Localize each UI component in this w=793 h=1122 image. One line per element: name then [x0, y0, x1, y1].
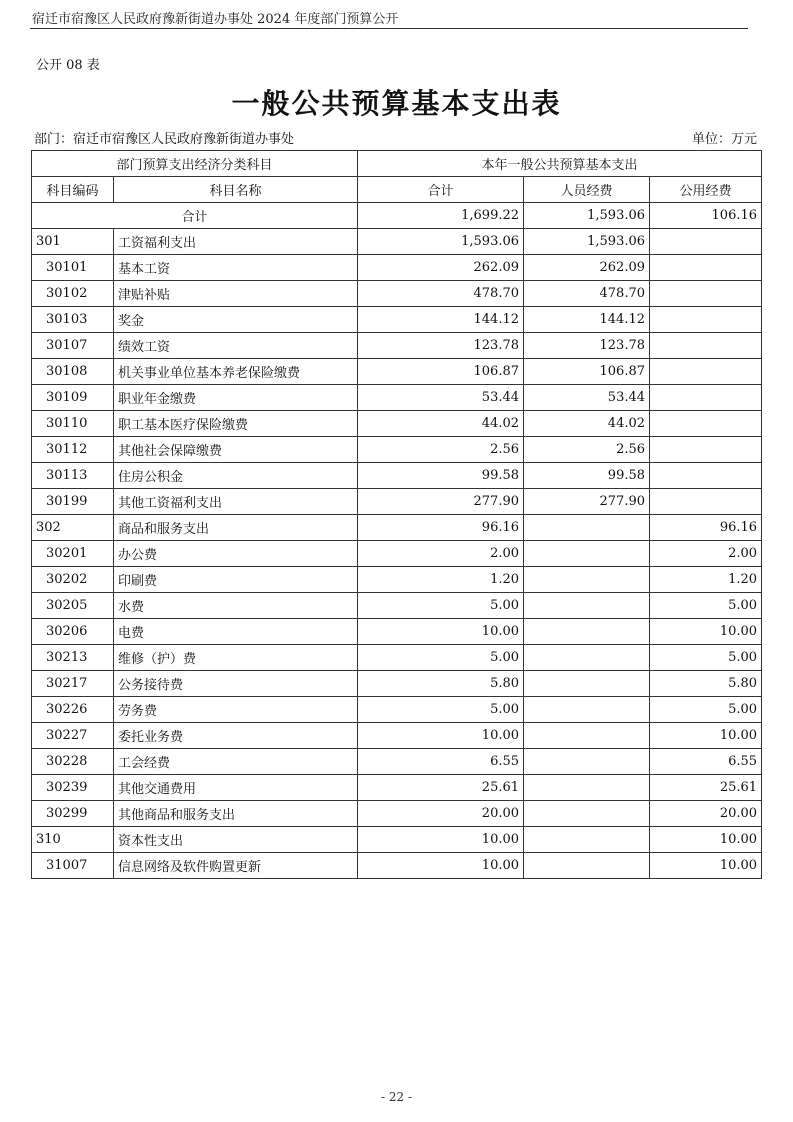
table-row	[32, 827, 762, 853]
row-code: 30102	[32, 281, 114, 307]
row-personnel: 106.87	[524, 359, 650, 385]
row-personnel: 99.58	[524, 463, 650, 489]
row-personnel	[524, 827, 650, 853]
row-code: 30217	[32, 671, 114, 697]
page-title: 一般公共预算基本支出表	[231, 87, 562, 120]
row-code: 30113	[32, 463, 114, 489]
header-row-columns	[32, 177, 762, 203]
row-public	[650, 255, 762, 281]
row-code: 30109	[32, 385, 114, 411]
row-name: 工会经费	[114, 749, 358, 775]
header-personnel: 人员经费	[524, 177, 650, 203]
row-public: 5.00	[650, 593, 762, 619]
row-public: 5.00	[650, 697, 762, 723]
table-body	[32, 229, 762, 879]
row-personnel	[524, 671, 650, 697]
row-public: 25.61	[650, 775, 762, 801]
row-public	[650, 333, 762, 359]
row-personnel	[524, 749, 650, 775]
row-total: 6.55	[358, 749, 524, 775]
row-public: 10.00	[650, 827, 762, 853]
row-public	[650, 307, 762, 333]
row-total: 5.80	[358, 671, 524, 697]
row-personnel	[524, 775, 650, 801]
table-row	[32, 541, 762, 567]
table-row	[32, 723, 762, 749]
row-name: 机关事业单位基本养老保险缴费	[114, 359, 358, 385]
row-personnel: 44.02	[524, 411, 650, 437]
row-name: 商品和服务支出	[114, 515, 358, 541]
table-row	[32, 645, 762, 671]
row-name: 办公费	[114, 541, 358, 567]
row-name: 绩效工资	[114, 333, 358, 359]
row-public: 5.80	[650, 671, 762, 697]
row-personnel	[524, 697, 650, 723]
table-row	[32, 567, 762, 593]
table-row	[32, 385, 762, 411]
row-name: 其他交通费用	[114, 775, 358, 801]
table-row	[32, 307, 762, 333]
row-total: 10.00	[358, 827, 524, 853]
row-public	[650, 359, 762, 385]
row-total: 123.78	[358, 333, 524, 359]
row-code: 30103	[32, 307, 114, 333]
row-personnel	[524, 853, 650, 879]
row-name: 工资福利支出	[114, 229, 358, 255]
row-name: 其他工资福利支出	[114, 489, 358, 515]
total-personnel: 1,593.06	[524, 203, 650, 229]
row-personnel	[524, 801, 650, 827]
row-personnel: 262.09	[524, 255, 650, 281]
row-public: 1.20	[650, 567, 762, 593]
row-public: 10.00	[650, 619, 762, 645]
row-public	[650, 385, 762, 411]
form-number: 公开 08 表	[36, 58, 100, 73]
row-name: 职业年金缴费	[114, 385, 358, 411]
row-total: 5.00	[358, 593, 524, 619]
row-public	[650, 489, 762, 515]
row-personnel	[524, 723, 650, 749]
row-code: 30227	[32, 723, 114, 749]
table-row	[32, 255, 762, 281]
department-label: 部门：宿迁市宿豫区人民政府豫新街道办事处	[34, 132, 295, 147]
table-row	[32, 593, 762, 619]
row-total: 1.20	[358, 567, 524, 593]
row-code: 302	[32, 515, 114, 541]
row-personnel: 1,593.06	[524, 229, 650, 255]
row-total: 20.00	[358, 801, 524, 827]
row-public	[650, 411, 762, 437]
total-row	[32, 203, 762, 229]
table-row	[32, 619, 762, 645]
table-row	[32, 333, 762, 359]
row-public	[650, 437, 762, 463]
table-row	[32, 489, 762, 515]
row-code: 30228	[32, 749, 114, 775]
table-row	[32, 775, 762, 801]
row-name: 水费	[114, 593, 358, 619]
header-row-group	[32, 151, 762, 177]
row-public	[650, 463, 762, 489]
row-personnel: 478.70	[524, 281, 650, 307]
header-public: 公用经费	[650, 177, 762, 203]
row-total: 144.12	[358, 307, 524, 333]
row-total: 277.90	[358, 489, 524, 515]
row-total: 478.70	[358, 281, 524, 307]
row-public	[650, 281, 762, 307]
row-name: 信息网络及软件购置更新	[114, 853, 358, 879]
running-header: 宿迁市宿豫区人民政府豫新街道办事处 2024 年度部门预算公开	[32, 12, 399, 27]
row-personnel: 144.12	[524, 307, 650, 333]
table-row	[32, 281, 762, 307]
table-row	[32, 671, 762, 697]
row-code: 31007	[32, 853, 114, 879]
row-public: 6.55	[650, 749, 762, 775]
row-total: 262.09	[358, 255, 524, 281]
row-code: 30202	[32, 567, 114, 593]
row-personnel	[524, 515, 650, 541]
row-personnel: 277.90	[524, 489, 650, 515]
row-personnel: 123.78	[524, 333, 650, 359]
table-row	[32, 411, 762, 437]
table-row	[32, 437, 762, 463]
table-row	[32, 749, 762, 775]
row-name: 职工基本医疗保险缴费	[114, 411, 358, 437]
row-personnel: 2.56	[524, 437, 650, 463]
row-code: 30205	[32, 593, 114, 619]
row-name: 劳务费	[114, 697, 358, 723]
table-row	[32, 359, 762, 385]
row-total: 5.00	[358, 697, 524, 723]
row-public: 96.16	[650, 515, 762, 541]
row-name: 住房公积金	[114, 463, 358, 489]
row-public: 10.00	[650, 723, 762, 749]
row-name: 印刷费	[114, 567, 358, 593]
row-public: 10.00	[650, 853, 762, 879]
row-code: 30107	[32, 333, 114, 359]
header-economic-class: 部门预算支出经济分类科目	[32, 151, 358, 177]
row-name: 奖金	[114, 307, 358, 333]
table-row	[32, 229, 762, 255]
row-public	[650, 229, 762, 255]
row-name: 维修（护）费	[114, 645, 358, 671]
row-total: 10.00	[358, 853, 524, 879]
row-name: 委托业务费	[114, 723, 358, 749]
row-public: 5.00	[650, 645, 762, 671]
row-total: 53.44	[358, 385, 524, 411]
header-name: 科目名称	[114, 177, 358, 203]
row-total: 96.16	[358, 515, 524, 541]
row-name: 公务接待费	[114, 671, 358, 697]
row-total: 5.00	[358, 645, 524, 671]
row-code: 310	[32, 827, 114, 853]
row-total: 106.87	[358, 359, 524, 385]
row-personnel	[524, 619, 650, 645]
row-personnel	[524, 645, 650, 671]
table-row	[32, 697, 762, 723]
unit-label: 单位：万元	[691, 132, 757, 147]
header-total: 合计	[358, 177, 524, 203]
row-total: 25.61	[358, 775, 524, 801]
row-code: 30201	[32, 541, 114, 567]
header-rule	[30, 28, 748, 29]
row-code: 30206	[32, 619, 114, 645]
row-public: 20.00	[650, 801, 762, 827]
row-code: 30199	[32, 489, 114, 515]
table-row	[32, 515, 762, 541]
row-total: 10.00	[358, 723, 524, 749]
row-total: 10.00	[358, 619, 524, 645]
row-name: 基本工资	[114, 255, 358, 281]
table-row	[32, 463, 762, 489]
row-personnel	[524, 567, 650, 593]
total-label: 合计	[32, 203, 358, 229]
page-number: - 22 -	[380, 1090, 412, 1104]
row-name: 资本性支出	[114, 827, 358, 853]
row-total: 2.56	[358, 437, 524, 463]
row-total: 99.58	[358, 463, 524, 489]
row-personnel	[524, 593, 650, 619]
row-personnel	[524, 541, 650, 567]
row-name: 其他社会保障缴费	[114, 437, 358, 463]
row-code: 30213	[32, 645, 114, 671]
row-total: 2.00	[358, 541, 524, 567]
header-basic-expenditure: 本年一般公共预算基本支出	[358, 151, 762, 177]
table-row	[32, 801, 762, 827]
row-code: 30101	[32, 255, 114, 281]
row-name: 津贴补贴	[114, 281, 358, 307]
row-name: 电费	[114, 619, 358, 645]
row-public: 2.00	[650, 541, 762, 567]
row-code: 301	[32, 229, 114, 255]
row-code: 30112	[32, 437, 114, 463]
row-personnel: 53.44	[524, 385, 650, 411]
row-code: 30108	[32, 359, 114, 385]
row-code: 30110	[32, 411, 114, 437]
total-public: 106.16	[650, 203, 762, 229]
total-total: 1,699.22	[358, 203, 524, 229]
header-code: 科目编码	[32, 177, 114, 203]
row-code: 30226	[32, 697, 114, 723]
table-row	[32, 853, 762, 879]
budget-table	[31, 150, 762, 879]
row-total: 44.02	[358, 411, 524, 437]
row-code: 30299	[32, 801, 114, 827]
row-code: 30239	[32, 775, 114, 801]
row-name: 其他商品和服务支出	[114, 801, 358, 827]
row-total: 1,593.06	[358, 229, 524, 255]
